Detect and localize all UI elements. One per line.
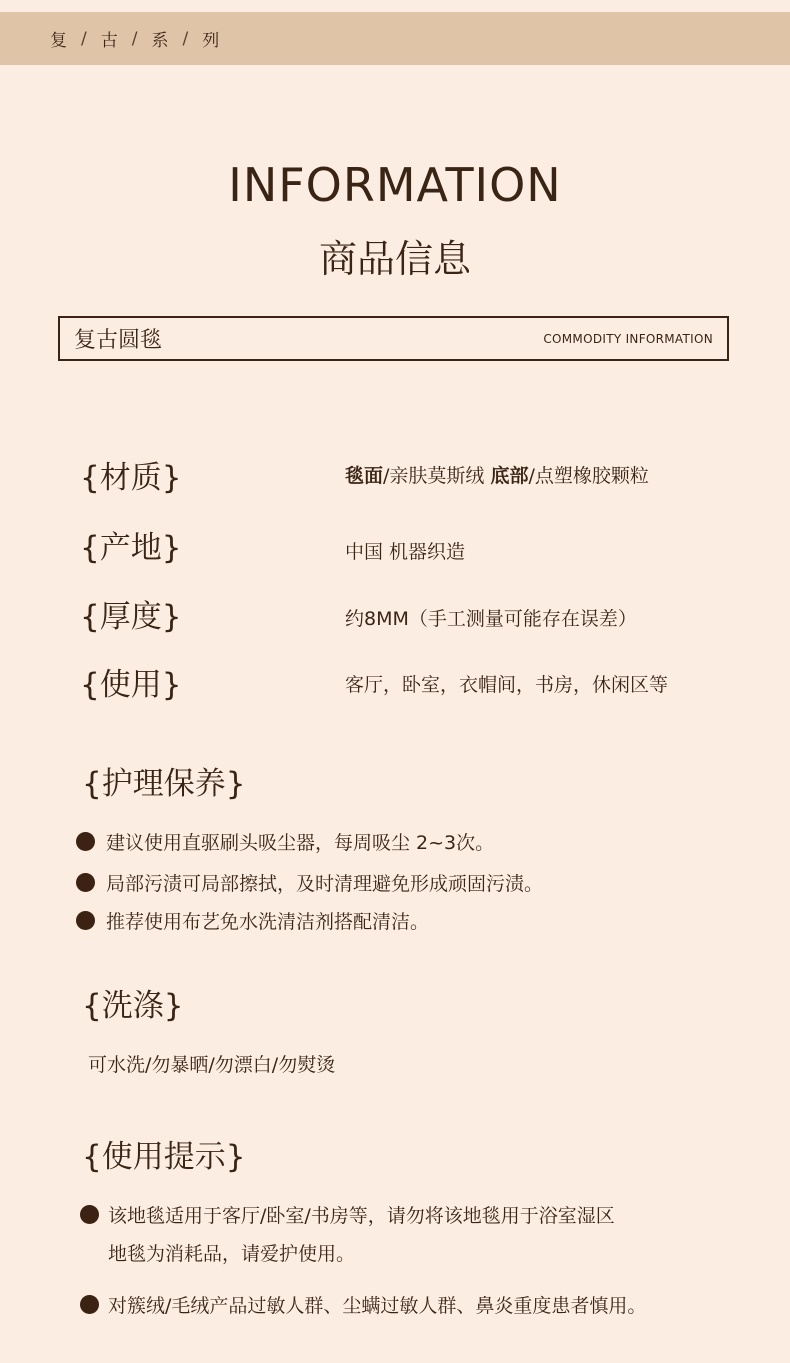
crumb-3: 系 [151, 31, 169, 51]
care-item-text: 推荐使用布艺免水洗清洁剂搭配清洁。 [106, 911, 430, 933]
tip-item-text: 对簇绒/毛绒产品过敏人群、尘螨过敏人群、鼻炎重度患者慎用。 [108, 1295, 647, 1317]
commodity-info-label: COMMODITY INFORMATION [543, 331, 713, 346]
product-name-box [58, 316, 729, 361]
bullet-dot-icon [80, 1295, 99, 1314]
spec-label-usage: {使用} [80, 667, 182, 703]
crumb-1: 复 [50, 31, 67, 51]
crumb-separator: / [81, 28, 87, 49]
tip-item-text: 该地毯适用于客厅/卧室/书房等，请勿将该地毯用于浴室湿区 [108, 1205, 615, 1227]
material-surface-text: /亲肤莫斯绒 [383, 465, 491, 487]
material-base-text: /点塑橡胶颗粒 [528, 465, 649, 487]
spec-label-material: {材质} [80, 460, 182, 496]
bullet-dot-icon [80, 1205, 99, 1224]
care-item-text: 建议使用直驱刷头吸尘器，每周吸尘 2~3次。 [106, 832, 495, 854]
spec-value-origin: 中国 机器织造 [345, 541, 466, 563]
page-title-chinese: 商品信息 [318, 237, 471, 281]
wash-instructions: 可水洗/勿暴晒/勿漂白/勿熨烫 [88, 1054, 336, 1076]
header-bar [0, 12, 790, 65]
care-item [76, 907, 429, 934]
tip-item [80, 1201, 615, 1228]
material-base-label: 底部 [490, 465, 529, 487]
crumb-separator: / [131, 28, 138, 49]
series-breadcrumb [50, 26, 219, 51]
care-item-text: 局部污渍可局部擦拭，及时清理避免形成顽固污渍。 [106, 873, 544, 895]
material-surface-label: 毯面 [345, 465, 384, 487]
care-item [76, 869, 543, 896]
crumb-4: 列 [202, 31, 220, 51]
spec-value-material [345, 461, 649, 488]
care-section-title: {护理保养} [82, 766, 246, 802]
tips-section-title: {使用提示} [82, 1139, 246, 1175]
bullet-dot-icon [76, 832, 95, 851]
care-item [76, 828, 494, 855]
tip-item-continuation: 地毯为消耗品，请爱护使用。 [108, 1243, 356, 1265]
spec-value-usage: 客厅，卧室，衣帽间，书房，休闲区等 [345, 674, 669, 696]
spec-label-origin: {产地} [80, 530, 182, 566]
spec-label-thickness: {厚度} [80, 599, 182, 635]
spec-value-thickness: 约8MM（手工测量可能存在误差） [345, 608, 637, 630]
crumb-separator: / [182, 28, 189, 49]
crumb-2: 古 [100, 31, 118, 51]
page-title-english: INFORMATION [228, 158, 562, 212]
wash-section-title: {洗涤} [82, 988, 184, 1024]
bullet-dot-icon [76, 911, 95, 930]
bullet-dot-icon [76, 873, 95, 892]
product-name: 复古圆毯 [74, 328, 163, 353]
tip-item [80, 1291, 646, 1318]
